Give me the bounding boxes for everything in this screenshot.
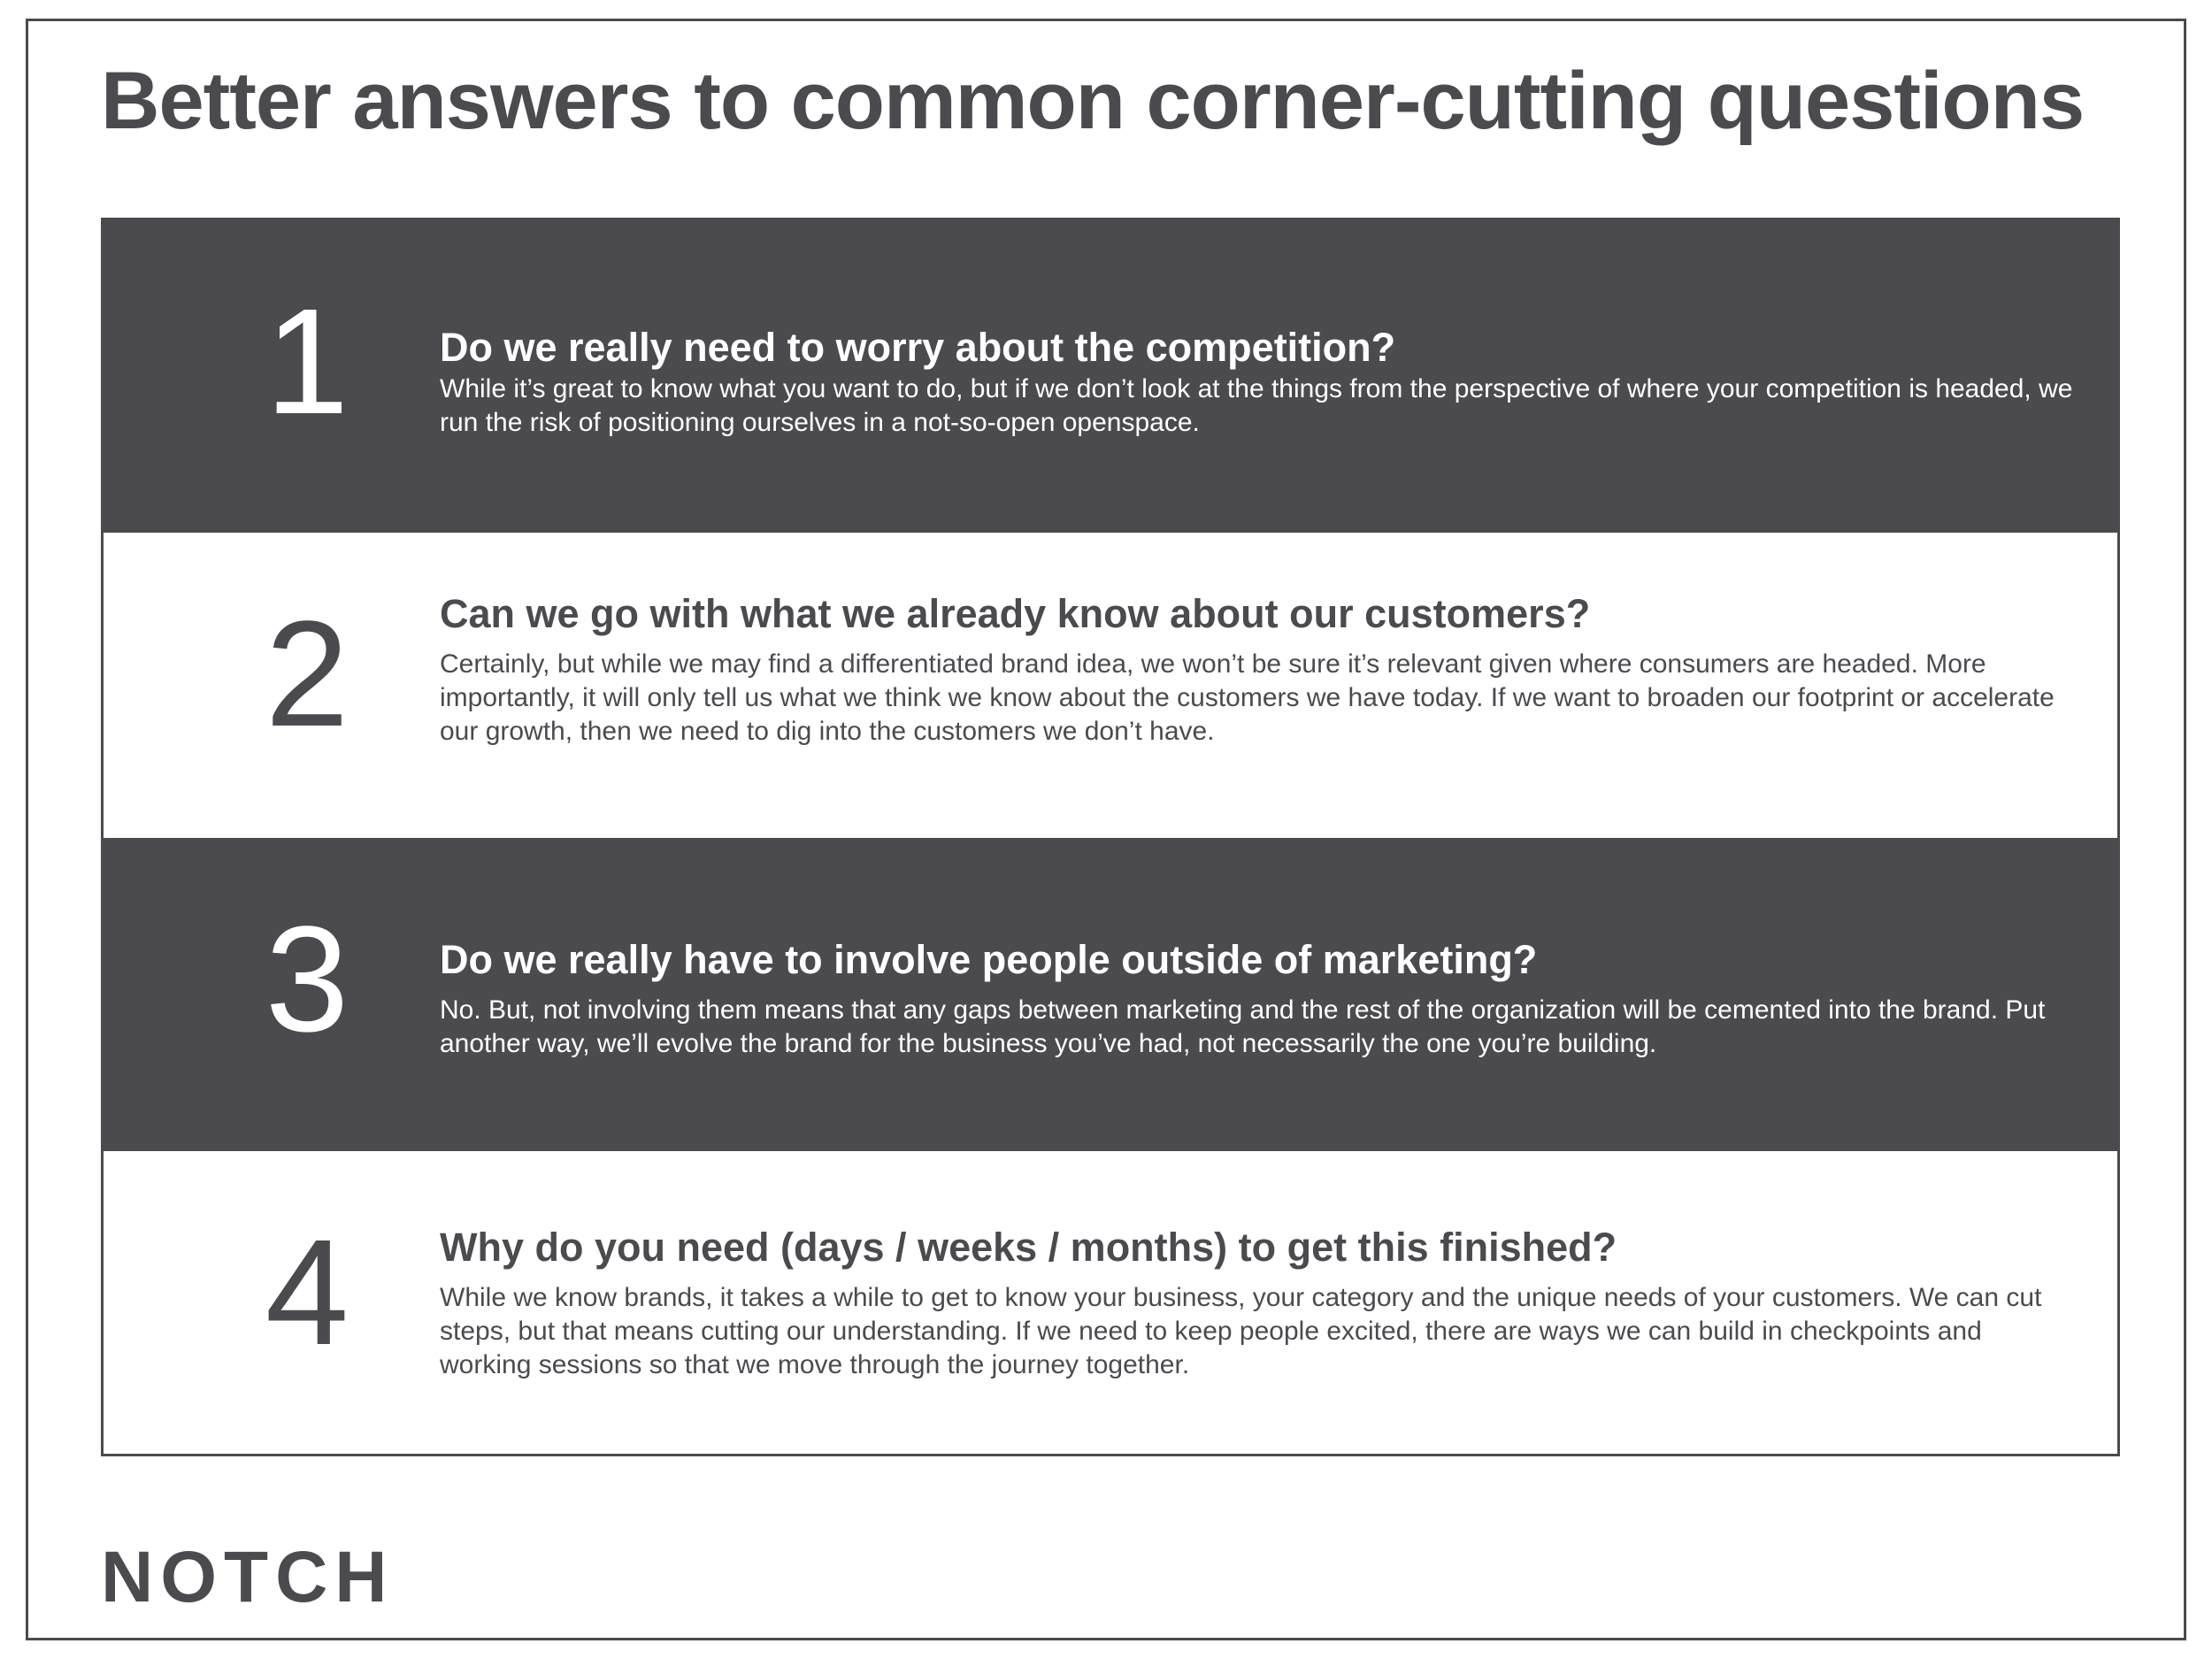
answer-text: While it’s great to know what you want to do, but if we don’t look at the things from the perspective of where your competition is headed, we run the risk of positioning ourselves in a not-so-open openspace. [440,374,2073,437]
question-heading: Why do you need (days / weeks / months) to get this finished? [440,1225,1617,1270]
question-content [440,935,2073,1061]
question-heading: Do we really need to worry about the competition? [440,325,1396,370]
question-number: 1 [265,278,349,446]
question-heading: Do we really have to involve people outside of marketing? [440,937,1538,982]
question-heading: Can we go with what we already know about our customers? [440,591,1591,636]
question-content [440,589,2073,749]
question-row-4 [104,1151,2117,1454]
page-title: Better answers to common corner-cutting questions [101,56,2085,146]
question-content [440,323,2073,440]
answer-text: While we know brands, it takes a while to get to know your business, your category and the unique needs of your customers. We can cut steps, but that means cutting our understanding. If we need to keep people excited, there are ways we can build in checkpoints and working sessions so that we move through the journey together. [440,1283,2042,1379]
questions-panel [101,218,2120,1456]
question-row-3 [104,838,2117,1151]
answer-text: No. But, not involving them means that any gaps between marketing and the rest of the organization will be cemented into the brand. Put another way, we’ll evolve the brand for the business you’ve had, not necessarily the one you’re building. [440,995,2046,1058]
answer-text: Certainly, but while we may find a differentiated brand idea, we won’t be sure it’s relevant given where consumers are headed. More importantly, it will only tell us what we think we know about the customers we have today. If we want to broaden our footprint or accelerate our growth, then we need to dig into the customers we don’t have. [440,649,2055,746]
question-row-2 [104,533,2117,838]
question-number: 3 [265,895,349,1064]
question-row-1 [104,220,2117,533]
notch-logo: NOTCH [101,1537,395,1617]
question-number: 4 [265,1209,349,1377]
question-number: 2 [265,590,349,758]
question-content [440,1223,2073,1382]
